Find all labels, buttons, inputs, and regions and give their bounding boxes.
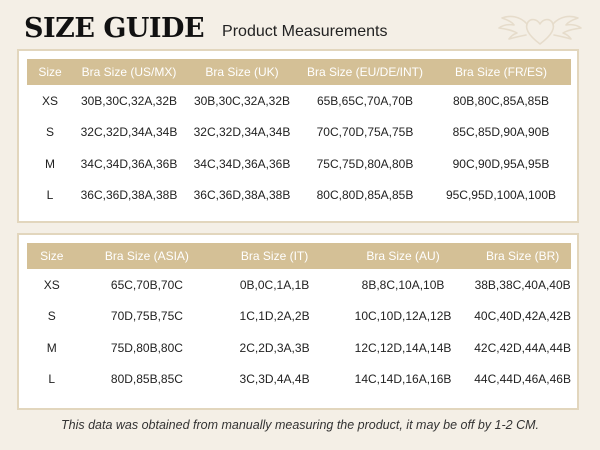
bra-size-cell: 38B,38C,40A,40B — [474, 277, 571, 292]
column-header: Bra Size (BR) — [474, 243, 571, 269]
bra-size-cell: 90C,90D,95A,95B — [452, 156, 550, 171]
page-header — [24, 10, 387, 46]
winged-heart-icon — [490, 4, 590, 54]
bra-size-cell: 34C,34D,36A,36B — [80, 156, 178, 171]
table-row — [27, 301, 571, 333]
column-header: Bra Size (EU/DE/INT) — [299, 59, 431, 85]
bra-size-cell: 75C,75D,80A,80B — [316, 156, 414, 171]
bra-size-cell: 10C,10D,12A,12B — [354, 309, 452, 324]
bra-size-cell: 8B,8C,10A,10B — [361, 277, 445, 292]
column-header: Bra Size (IT) — [217, 243, 332, 269]
bra-size-cell: 44C,44D,46A,46B — [474, 372, 571, 387]
column-header: Size — [27, 243, 77, 269]
size-table-card-2 — [17, 233, 579, 410]
bra-size-cell: 85C,85D,90A,90B — [452, 125, 550, 140]
column-header: Bra Size (US/MX) — [73, 59, 185, 85]
bra-size-cell: 75D,80B,80C — [110, 340, 183, 355]
size-label-cell: L — [48, 372, 56, 387]
bra-size-cell: 30B,30C,32A,32B — [80, 93, 178, 108]
bra-size-cell: 36C,36D,38A,38B — [193, 188, 291, 203]
bra-size-cell: 30B,30C,32A,32B — [193, 93, 291, 108]
size-label-cell: XS — [43, 277, 60, 292]
table-row — [27, 364, 571, 396]
column-header: Size — [27, 59, 73, 85]
bra-size-cell: 80B,80C,85A,85B — [452, 93, 550, 108]
page-subtitle: Product Measurements — [222, 23, 388, 40]
bra-size-cell: 3C,3D,4A,4B — [239, 372, 310, 387]
table-row — [27, 85, 571, 117]
bra-size-cell: 80C,80D,85A,85B — [316, 188, 414, 203]
table-header-row — [27, 59, 571, 85]
size-label-cell: S — [47, 309, 56, 324]
size-label-cell: XS — [41, 93, 58, 108]
bra-size-cell: 34C,34D,36A,36B — [193, 156, 291, 171]
size-label-cell: L — [46, 188, 54, 203]
measurement-note: This data was obtained from manually measuring the product, it may be off by 1-2 CM. — [60, 418, 539, 432]
bra-size-cell: 65C,70B,70C — [110, 277, 183, 292]
bra-size-cell: 42C,42D,44A,44B — [474, 340, 571, 355]
size-table-1 — [27, 59, 571, 211]
table-row — [27, 117, 571, 149]
column-header: Bra Size (AU) — [332, 243, 474, 269]
bra-size-cell: 14C,14D,16A,16B — [354, 372, 452, 387]
bra-size-cell: 70D,75B,75C — [110, 309, 183, 324]
bra-size-cell: 70C,70D,75A,75B — [316, 125, 414, 140]
bra-size-cell: 80D,85B,85C — [110, 372, 183, 387]
bra-size-cell: 0B,0C,1A,1B — [239, 277, 310, 292]
size-label-cell: M — [46, 340, 57, 355]
table-header-row — [27, 243, 571, 269]
bra-size-cell: 32C,32D,34A,34B — [193, 125, 291, 140]
size-table-2 — [27, 243, 571, 395]
table-row — [27, 269, 571, 301]
bra-size-cell: 36C,36D,38A,38B — [80, 188, 178, 203]
bra-size-cell: 32C,32D,34A,34B — [80, 125, 178, 140]
column-header: Bra Size (ASIA) — [77, 243, 218, 269]
bra-size-cell: 40C,40D,42A,42B — [474, 309, 571, 324]
size-table-card-1 — [17, 49, 579, 223]
bra-size-cell: 12C,12D,14A,14B — [354, 340, 452, 355]
table-row — [27, 332, 571, 364]
page-title: SIZE GUIDE — [24, 13, 205, 44]
size-label-cell: S — [45, 125, 54, 140]
bra-size-cell: 95C,95D,100A,100B — [445, 188, 557, 203]
column-header: Bra Size (FR/ES) — [431, 59, 571, 85]
bra-size-cell: 2C,2D,3A,3B — [239, 340, 310, 355]
table-row — [27, 180, 571, 212]
bra-size-cell: 1C,1D,2A,2B — [239, 309, 310, 324]
table-row — [27, 148, 571, 180]
size-label-cell: M — [45, 156, 55, 171]
column-header: Bra Size (UK) — [185, 59, 299, 85]
bra-size-cell: 65B,65C,70A,70B — [316, 93, 414, 108]
